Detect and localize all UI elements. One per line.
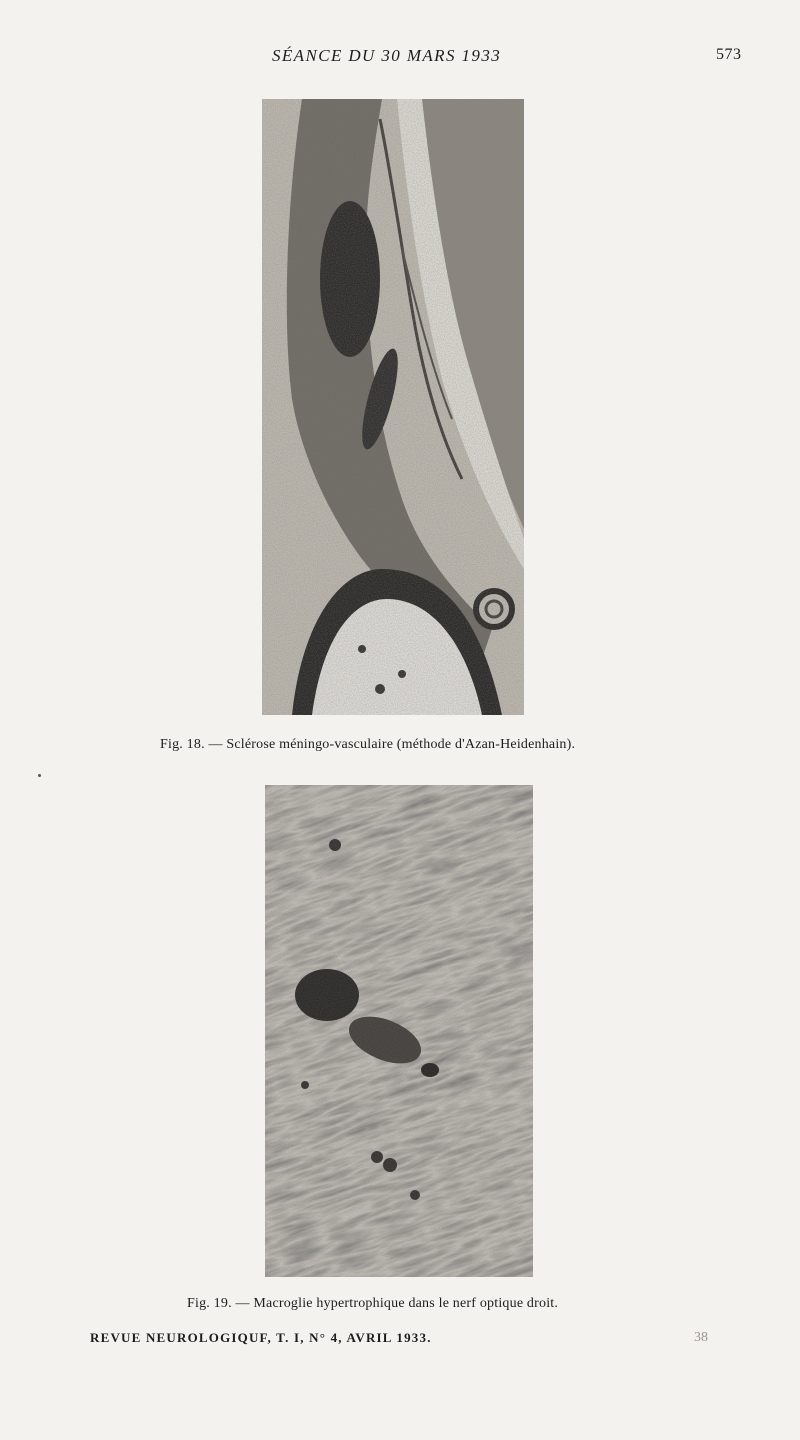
figure-19-micrograph	[265, 785, 533, 1277]
footer-journal-citation: REVUE NEUROLOGIQUF, T. I, N° 4, AVRIL 1933.	[90, 1330, 432, 1345]
figure-19-caption: Fig. 19. — Macroglie hypertrophique dans le nerf optique droit.	[187, 1296, 559, 1311]
page-number: 573	[716, 46, 742, 63]
footer-signature-mark: 38	[694, 1330, 708, 1345]
page-header-title: SÉANCE DU 30 MARS 1933	[272, 46, 502, 65]
figure-18-micrograph	[262, 99, 524, 715]
print-speck	[38, 774, 41, 777]
figure-18-caption: Fig. 18. — Sclérose méningo-vasculaire (méthode d'Azan-Heidenhain).	[160, 737, 576, 752]
